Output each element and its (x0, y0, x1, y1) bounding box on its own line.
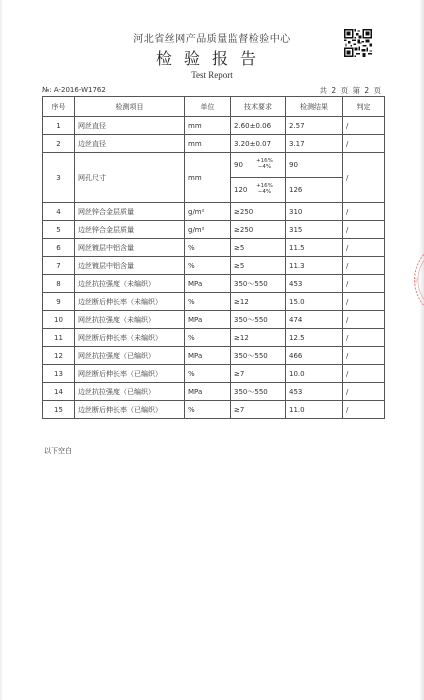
table-row (43, 117, 385, 135)
verdict: / (343, 275, 385, 293)
test-item: 边丝断后伸长率（已编织） (75, 401, 185, 419)
result: 10.0 (286, 365, 343, 383)
column-header: 单位 (185, 97, 231, 117)
result: 315 (286, 221, 343, 239)
verdict: / (343, 257, 385, 275)
table-row (43, 135, 385, 153)
report-subtitle: Test Report (191, 70, 233, 80)
unit: MPa (185, 383, 231, 401)
unit: MPa (185, 347, 231, 365)
table-header-row (43, 97, 385, 117)
unit: % (185, 365, 231, 383)
test-item: 网丝断后伸长率（已编织） (75, 365, 185, 383)
table-row (43, 293, 385, 311)
requirement: ≥250 (231, 203, 286, 221)
row-number: 14 (43, 383, 75, 401)
requirement: ≥12 (231, 293, 286, 311)
requirement: ≥250 (231, 221, 286, 239)
test-item: 网丝抗拉强度（未编织） (75, 311, 185, 329)
result: 474 (286, 311, 343, 329)
test-item: 网孔尺寸 (75, 153, 185, 203)
unit: g/m² (185, 203, 231, 221)
verdict: / (343, 117, 385, 135)
requirement: ≥12 (231, 329, 286, 347)
unit: % (185, 257, 231, 275)
result: 90 (286, 153, 343, 178)
tolerance-plus: +16% (256, 158, 273, 165)
result: 126 (286, 178, 343, 203)
row-number: 5 (43, 221, 75, 239)
result: 11.3 (286, 257, 343, 275)
test-item: 边丝直径 (75, 135, 185, 153)
requirement: 350～550 (231, 311, 286, 329)
test-item: 网丝锌合金层质量 (75, 203, 185, 221)
unit: mm (185, 135, 231, 153)
unit: mm (185, 117, 231, 135)
test-item: 网丝镀层中铝含量 (75, 239, 185, 257)
result: 15.0 (286, 293, 343, 311)
test-item: 边丝抗拉强度（已编织） (75, 383, 185, 401)
column-header: 技术要求 (231, 97, 286, 117)
table-row (43, 329, 385, 347)
test-item: 边丝镀层中铝含量 (75, 257, 185, 275)
row-number: 6 (43, 239, 75, 257)
result: 11.5 (286, 239, 343, 257)
report-number: №: A-2016-W1762 (42, 86, 106, 94)
unit: MPa (185, 275, 231, 293)
result: 453 (286, 383, 343, 401)
qr-code-icon (344, 29, 372, 57)
row-number: 3 (43, 153, 75, 203)
row-number: 2 (43, 135, 75, 153)
requirement: ≥5 (231, 257, 286, 275)
table-row (43, 365, 385, 383)
result: 2.57 (286, 117, 343, 135)
row-number: 11 (43, 329, 75, 347)
verdict: / (343, 293, 385, 311)
table-row (43, 383, 385, 401)
test-item: 边丝锌合金层质量 (75, 221, 185, 239)
results-table (42, 96, 385, 419)
verdict: / (343, 135, 385, 153)
result: 3.17 (286, 135, 343, 153)
test-item: 网丝抗拉强度（已编织） (75, 347, 185, 365)
test-item: 网丝直径 (75, 117, 185, 135)
requirement: 350～550 (231, 275, 286, 293)
table-row (43, 239, 385, 257)
table-row (43, 203, 385, 221)
table-row-mesh-top (43, 153, 385, 178)
requirement: 2.60±0.06 (231, 117, 286, 135)
verdict: / (343, 203, 385, 221)
unit: % (185, 329, 231, 347)
column-header: 序号 (43, 97, 75, 117)
requirement: 350～550 (231, 383, 286, 401)
verdict: / (343, 153, 385, 203)
tolerance-plus: +16% (256, 183, 273, 190)
row-number: 9 (43, 293, 75, 311)
unit: % (185, 293, 231, 311)
result: 11.0 (286, 401, 343, 419)
result: 453 (286, 275, 343, 293)
test-item: 边丝抗拉强度（未编织） (75, 275, 185, 293)
requirement-tolerance (231, 153, 286, 178)
requirement: ≥7 (231, 401, 286, 419)
verdict: / (343, 221, 385, 239)
table-row (43, 401, 385, 419)
row-number: 4 (43, 203, 75, 221)
row-number: 12 (43, 347, 75, 365)
tolerance-base: 120 (234, 186, 248, 194)
verdict: / (343, 401, 385, 419)
column-header: 检测项目 (75, 97, 185, 117)
table-row (43, 311, 385, 329)
verdict: / (343, 365, 385, 383)
requirement: 350～550 (231, 347, 286, 365)
verdict: / (343, 347, 385, 365)
red-seal-stamp (404, 250, 424, 310)
result: 12.5 (286, 329, 343, 347)
unit: MPa (185, 311, 231, 329)
below-blank-note: 以下空白 (44, 447, 72, 455)
requirement: ≥5 (231, 239, 286, 257)
requirement: ≥7 (231, 365, 286, 383)
organization-name: 河北省丝网产品质量监督检验中心 (133, 34, 291, 45)
table-row (43, 275, 385, 293)
result: 310 (286, 203, 343, 221)
verdict: / (343, 239, 385, 257)
row-number: 10 (43, 311, 75, 329)
stamp-char: 于 (413, 278, 420, 285)
tolerance-minus: −4% (257, 164, 272, 170)
verdict: / (343, 329, 385, 347)
verdict: / (343, 311, 385, 329)
tolerance-minus: −4% (257, 189, 272, 195)
table-row (43, 257, 385, 275)
row-number: 1 (43, 117, 75, 135)
requirement: 3.20±0.07 (231, 135, 286, 153)
unit: % (185, 239, 231, 257)
requirement-tolerance (231, 178, 286, 203)
row-number: 8 (43, 275, 75, 293)
row-number: 13 (43, 365, 75, 383)
row-number: 7 (43, 257, 75, 275)
page-count: 共 2 页 第 2 页 (319, 86, 382, 95)
column-header: 检测结果 (286, 97, 343, 117)
row-number: 15 (43, 401, 75, 419)
unit: % (185, 401, 231, 419)
verdict: / (343, 383, 385, 401)
test-item: 边丝断后伸长率（未编织） (75, 293, 185, 311)
test-item: 网丝断后伸长率（未编织） (75, 329, 185, 347)
unit: mm (185, 153, 231, 203)
tolerance-base: 90 (234, 161, 243, 169)
result: 466 (286, 347, 343, 365)
unit: g/m² (185, 221, 231, 239)
table-row (43, 221, 385, 239)
report-title: 检验报告 (155, 49, 268, 68)
column-header: 判定 (343, 97, 385, 117)
table-row (43, 347, 385, 365)
